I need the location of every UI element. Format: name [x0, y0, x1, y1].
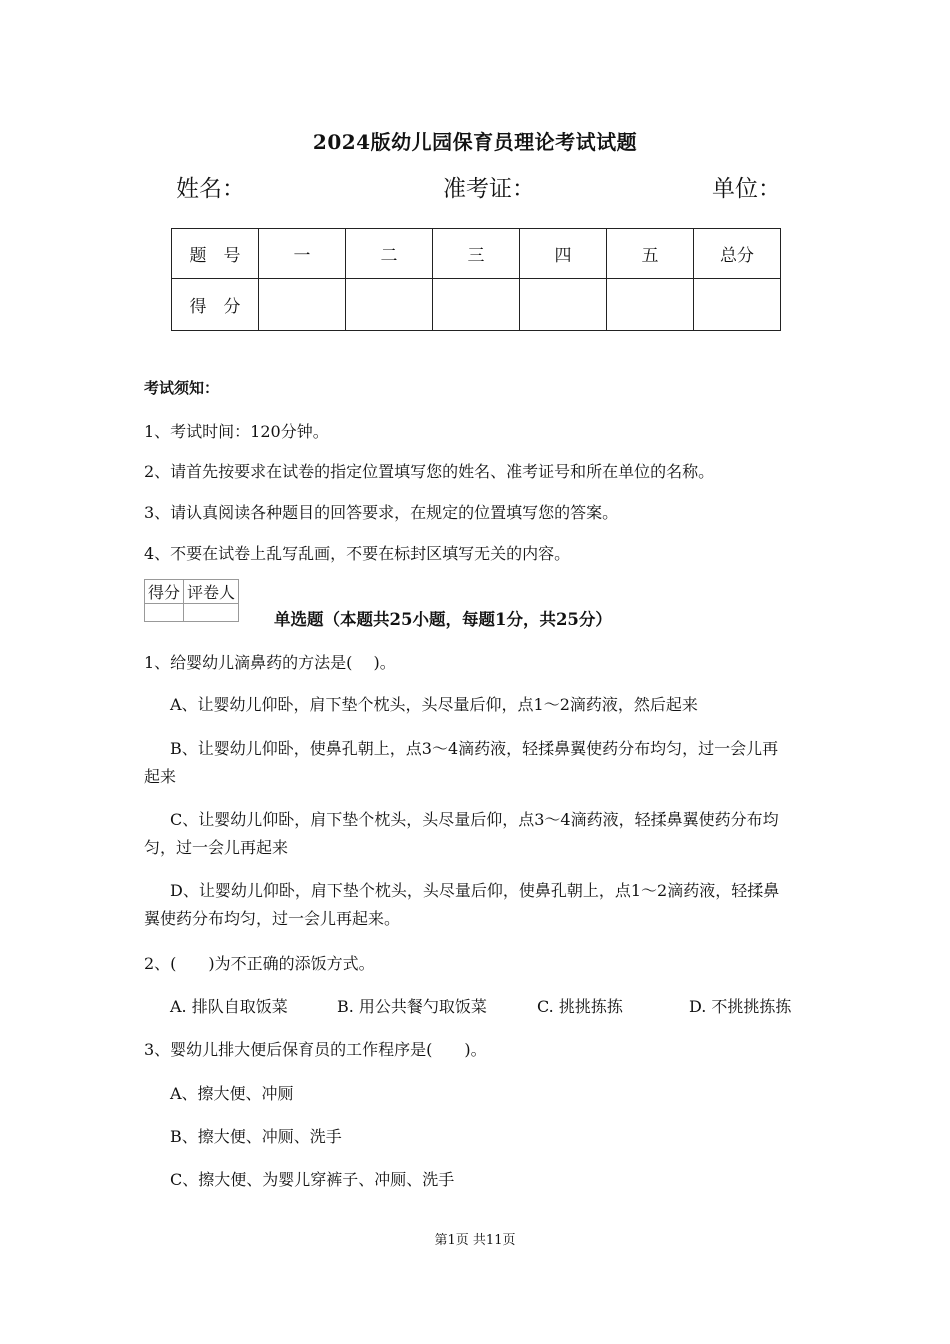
score-table-header-cell: 一 [259, 229, 346, 279]
score-table-row-label: 得 分 [172, 279, 259, 331]
question-option: A、擦大便、冲厕 [170, 1084, 294, 1103]
section-heading: 单选题（本题共25小题，每题1分，共25分） [274, 610, 612, 629]
question-option: B、让婴幼儿仰卧，使鼻孔朝上，点3～4滴药液，轻揉鼻翼使药分布均匀，过一会儿再 [170, 739, 779, 758]
question-option-continuation: 翼使药分布均匀，过一会儿再起来。 [144, 909, 401, 928]
score-cell[interactable] [259, 279, 346, 331]
question-option: C、擦大便、为婴儿穿裤子、冲厕、洗手 [170, 1170, 455, 1189]
page-footer: 第1页 共11页 [434, 1233, 516, 1248]
unit-field-label: 单位： [712, 176, 781, 202]
exam-id-field-label: 准考证： [443, 176, 535, 202]
score-cell[interactable] [346, 279, 433, 331]
score-table-header-cell: 二 [346, 229, 433, 279]
page-title: 2024版幼儿园保育员理论考试试题 [312, 130, 638, 154]
question-option: D. 不挑挑拣拣 [689, 997, 792, 1016]
question-option: A、让婴幼儿仰卧，肩下垫个枕头，头尽量后仰，点1～2滴药液，然后起来 [170, 695, 698, 714]
grader-score-label: 得分 [145, 580, 184, 604]
question-stem: 2、( )为不正确的添饭方式。 [144, 954, 375, 973]
score-table-header-cell: 五 [607, 229, 694, 279]
score-cell[interactable] [433, 279, 520, 331]
instructions-heading: 考试须知： [144, 379, 220, 397]
instruction-item: 1、考试时间：120分钟。 [144, 422, 329, 441]
question-stem: 3、婴幼儿排大便后保育员的工作程序是( )。 [144, 1040, 487, 1059]
question-option: A. 排队自取饭菜 [170, 997, 288, 1016]
question-option-continuation: 起来 [144, 767, 177, 786]
score-table-header-cell: 四 [520, 229, 607, 279]
score-table-score-row [172, 279, 781, 331]
instruction-item: 4、不要在试卷上乱写乱画，不要在标封区填写无关的内容。 [144, 544, 571, 563]
grader-name-cell[interactable] [184, 604, 239, 622]
grader-score-cell[interactable] [145, 604, 184, 622]
score-cell[interactable] [520, 279, 607, 331]
instruction-item: 2、请首先按要求在试卷的指定位置填写您的姓名、准考证号和所在单位的名称。 [144, 462, 715, 481]
instruction-item: 3、请认真阅读各种题目的回答要求，在规定的位置填写您的答案。 [144, 503, 619, 522]
score-table [171, 228, 781, 331]
score-table-header-cell: 三 [433, 229, 520, 279]
question-option: C、让婴幼儿仰卧，肩下垫个枕头，头尽量后仰，点3～4滴药液，轻揉鼻翼使药分布均 [170, 810, 779, 829]
score-table-header-row [172, 229, 781, 279]
score-cell[interactable] [694, 279, 781, 331]
score-cell[interactable] [607, 279, 694, 331]
grader-box [144, 579, 239, 622]
question-option: C. 挑挑拣拣 [537, 997, 623, 1016]
name-field-label: 姓名： [176, 176, 245, 202]
question-option-continuation: 匀，过一会儿再起来 [144, 838, 289, 857]
question-option: D、让婴幼儿仰卧，肩下垫个枕头，头尽量后仰，使鼻孔朝上，点1～2滴药液，轻揉鼻 [170, 881, 780, 900]
question-option: B. 用公共餐勺取饭菜 [337, 997, 487, 1016]
score-table-header-cell: 总分 [694, 229, 781, 279]
grader-name-label: 评卷人 [184, 580, 239, 604]
question-option: B、擦大便、冲厕、洗手 [170, 1127, 342, 1146]
score-table-header-cell: 题 号 [172, 229, 259, 279]
question-stem: 1、给婴幼儿滴鼻药的方法是( )。 [144, 653, 396, 672]
